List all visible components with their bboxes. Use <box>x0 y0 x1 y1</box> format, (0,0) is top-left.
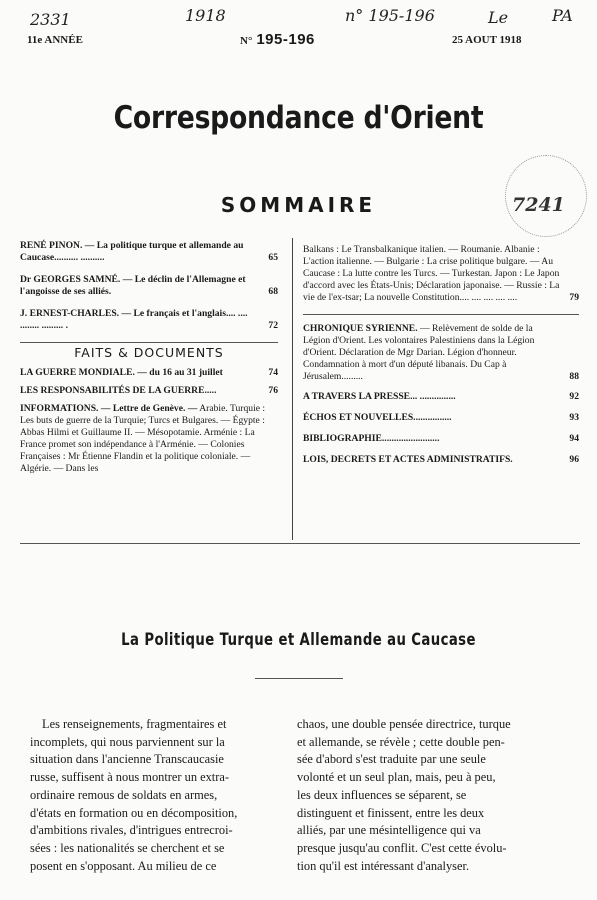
toc-page: 93 <box>569 412 579 423</box>
article-line: chaos, une double pensée directrice, turque <box>297 717 511 731</box>
article-title-rule <box>255 678 343 679</box>
header-numero-prefix: N° <box>240 35 253 47</box>
article-line: incomplets, qui nous parviennent sur la <box>30 734 225 749</box>
header-date: 25 AOUT 1918 <box>452 34 522 46</box>
article-column-right <box>297 716 579 875</box>
toc-section-text: LES RESPONSABILITÉS DE LA GUERRE..... <box>20 385 217 396</box>
journal-title: Correspondance d'Orient <box>113 100 484 136</box>
article-line: les deux influences se séparent, se <box>297 787 467 802</box>
toc-section <box>303 454 579 466</box>
article-line: russe, suffisent à nous montrer un extra- <box>30 770 230 785</box>
sommaire-title: SOMMAIRE <box>220 193 377 217</box>
toc-page: 76 <box>268 385 278 396</box>
header-annee: 11e ANNÉE <box>27 34 83 46</box>
toc-section <box>303 433 579 445</box>
handwritten-note-year: 1918 <box>185 6 226 25</box>
article-line: distinguent et finissent, entre les deux <box>297 805 485 820</box>
toc-entry <box>20 240 278 264</box>
toc-section-text: BIBLIOGRAPHIE........................ <box>303 433 440 444</box>
toc-page: 92 <box>569 391 579 402</box>
continuation-text: Balkans : Le Transbalkanique italien. — Roumanie. Albanie : L'action italienne. — Bulgarie : La crise politique bulgare. — Au Caucase : La lutte contre les Turcs. — Turkestan. Japon : Le Japon d'accord avec les États-Unis; Déclaration japonaise. — Russie : La vie de l'ex-tsar; La nouvelle Constitution.... .... .... .... .... <box>303 244 560 303</box>
header-numero <box>240 31 315 49</box>
toc-section-text: ÉCHOS ET NOUVELLES................ <box>303 412 452 423</box>
toc-page: 96 <box>569 454 579 465</box>
article-line: sée d'abord s'est traduite par une seule <box>297 752 486 767</box>
article-title: La Politique Turque et Allemande au Caucase <box>121 630 476 650</box>
toc-continuation <box>303 244 579 304</box>
handwritten-note-number: n° 195-196 <box>345 6 435 25</box>
article-line: volonté et un seul plan, mais, peu à peu, <box>297 770 496 785</box>
toc-text: — Le français et l'anglais.... .... ........ ......... . <box>20 308 248 331</box>
divider <box>303 314 579 315</box>
toc-section <box>303 391 579 403</box>
article-line: tion qu'il est intéressant d'analyser. <box>297 858 470 873</box>
toc-section <box>303 412 579 424</box>
toc-informations <box>20 403 278 475</box>
toc-left-column <box>20 240 278 475</box>
toc-page: 68 <box>268 286 278 297</box>
toc-chronique <box>303 323 579 383</box>
article-line: presque jusqu'au conflit. C'est cette évolu- <box>297 840 507 855</box>
stamp-number: 7241 <box>512 194 565 216</box>
divider <box>20 342 278 343</box>
toc-author: J. ERNEST-CHARLES. <box>20 308 120 319</box>
toc-page: 88 <box>569 371 579 382</box>
toc-entry <box>20 274 278 298</box>
article-line: Les renseignements, fragmentaires et <box>42 717 227 731</box>
article-line: d'états en formation ou en décomposition, <box>30 805 238 820</box>
handwritten-note-pa: PA <box>552 6 573 25</box>
toc-page: 94 <box>569 433 579 444</box>
toc-section-text: LA GUERRE MONDIALE. — du 16 au 31 juillet <box>20 367 223 378</box>
article-line: alliés, par une mésintelligence qui va <box>297 823 481 838</box>
toc-page: 74 <box>268 367 278 378</box>
informations-head: INFORMATIONS. — Lettre de Genève. — <box>20 403 198 414</box>
article-column-left <box>30 716 276 875</box>
toc-section <box>20 385 278 397</box>
article-line: d'ambitions rivales, d'intrigues entrecroi- <box>30 823 233 838</box>
article-line: et allemande, se révèle ; cette double pen- <box>297 734 505 749</box>
toc-author: RENÉ PINON. <box>20 240 83 251</box>
informations-body: Arabie. Turquie : Les buts de guerre de la Turquie; Turcs et Bulgares. — Égypte : Abbas Hilmi et Guillaume II. — Mésopotamie. Arménie : La France promet son indépendance à l'Arménie. — Colonies Françaises : Mr Étienne Flandin et la politique coloniale. — Algérie. — Dans les <box>20 403 266 474</box>
handwritten-note-left: 2331 <box>30 10 71 29</box>
toc-right-column <box>303 244 579 475</box>
header-numero-value: 195-196 <box>256 31 315 48</box>
chronique-head: CHRONIQUE SYRIENNE. <box>303 323 418 334</box>
toc-section-text: LOIS, DECRETS ET ACTES ADMINISTRATIFS. <box>303 454 513 465</box>
sommaire-bottom-rule <box>20 543 580 544</box>
toc-author: Dr GEORGES SAMNÉ. <box>20 274 121 285</box>
toc-section-text: A TRAVERS LA PRESSE... ............... <box>303 391 456 402</box>
article-line: posent en s'opposant. Au milieu de ce <box>30 858 217 873</box>
toc-text: — La politique turque et allemande au Caucase.......... .......... <box>20 240 244 263</box>
article-line: sées : les nationalités se cherchent et se <box>30 840 225 855</box>
toc-page: 65 <box>268 252 278 263</box>
column-divider <box>292 238 293 540</box>
handwritten-note-le: Le <box>488 8 509 27</box>
toc-page: 79 <box>569 292 579 303</box>
toc-page: 72 <box>268 320 278 331</box>
article-line: situation dans l'ancienne Transcaucasie <box>30 752 224 767</box>
toc-entry <box>20 308 278 332</box>
toc-section <box>20 367 278 379</box>
faits-documents-title: FAITS & DOCUMENTS <box>74 345 224 360</box>
toc-text: — Le déclin de l'Allemagne et l'angoisse de ses alliés. <box>20 274 246 297</box>
article-line: ordinaire remous de soldats en armes, <box>30 787 218 802</box>
chronique-body: — Relèvement de solde de la Légion d'Orient. Les volontaires Palestiniens dans la Légion d'Orient. Déclaration de Mgr Darian. Légion d'honneur. Condamnation à mort d'un député libanais. Du Cap à Jérusalem......... <box>303 323 535 382</box>
